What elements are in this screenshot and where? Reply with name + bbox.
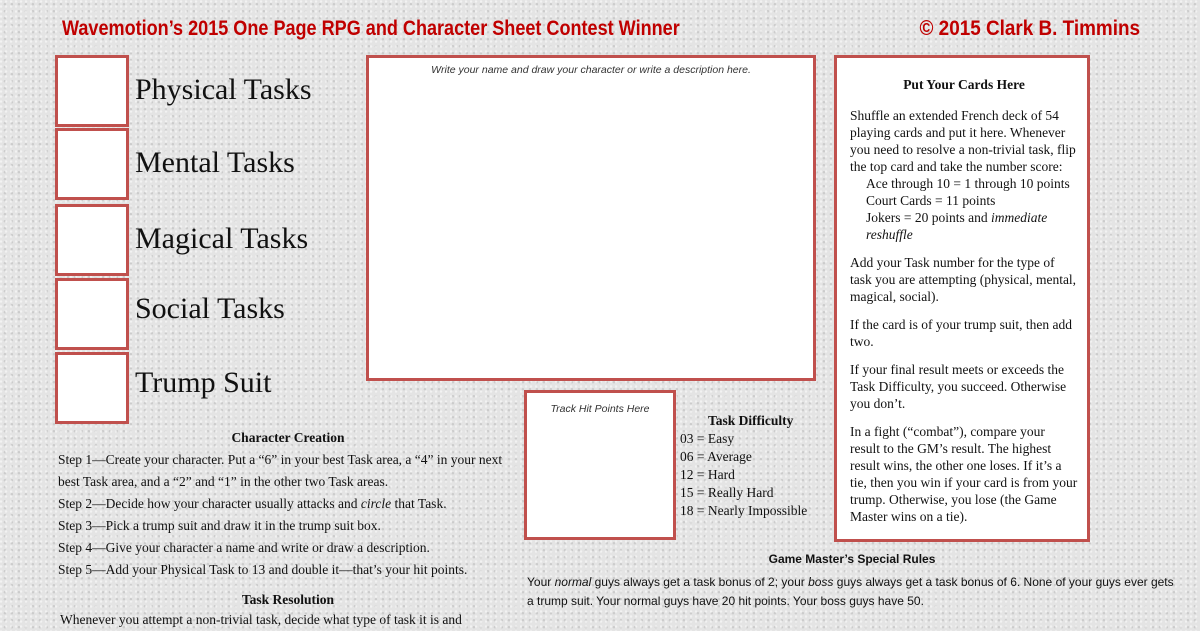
physical-task-box[interactable] bbox=[55, 55, 129, 127]
character-description-box[interactable] bbox=[366, 55, 816, 381]
score-rule-emphasis: immediate reshuffle bbox=[866, 210, 1048, 242]
score-rule bbox=[866, 209, 1078, 243]
magical-task-box[interactable] bbox=[55, 204, 129, 276]
gm-rules bbox=[527, 550, 1177, 611]
gm-rules-text bbox=[527, 573, 1177, 611]
task-difficulty bbox=[680, 412, 832, 520]
step-text: Step 2—Decide how your character usually attacks and bbox=[58, 496, 361, 511]
gm-text: guys always get a task bonus of 6. None of your guys ever gets a trump suit. Your normal guys have 20 hit points. Your boss guys have 50. bbox=[527, 575, 1174, 608]
score-rule-text: Jokers = 20 points and bbox=[866, 210, 991, 225]
character-box-hint: Write your name and draw your character or write a description here. bbox=[431, 64, 751, 76]
creation-step: Step 3—Pick a trump suit and draw it in the trump suit box. bbox=[58, 518, 381, 533]
task-resolution-text: Whenever you attempt a non-trivial task, decide what type of task it is and bbox=[60, 612, 462, 627]
creation-step: Step 5—Add your Physical Task to 13 and double it—that’s your hit points. bbox=[58, 562, 468, 577]
score-rule: Ace through 10 = 1 through 10 points bbox=[866, 176, 1070, 191]
hit-points-hint: Track Hit Points Here bbox=[550, 403, 650, 415]
difficulty-item: 12 = Hard bbox=[680, 467, 735, 482]
magical-task-label: Magical Tasks bbox=[135, 222, 309, 255]
gm-text: guys always get a task bonus of 2; your bbox=[591, 575, 809, 589]
difficulty-item: 15 = Really Hard bbox=[680, 485, 774, 500]
difficulty-item: 06 = Average bbox=[680, 449, 752, 464]
mental-task-label: Mental Tasks bbox=[135, 146, 295, 179]
creation-step: Step 1—Create your character. Put a “6” in your best Task area, a “4” in your next best Task area, and a “2” and “1” in the other two Task areas. bbox=[58, 452, 503, 489]
gm-emphasis: boss bbox=[808, 575, 834, 589]
copyright: © 2015 Clark B. Timmins bbox=[919, 17, 1140, 40]
cards-rule: Add your Task number for the type of task you are attempting (physical, mental, magical, social). bbox=[850, 255, 1077, 304]
cards-rule: If your final result meets or exceeds the Task Difficulty, you succeed. Otherwise you don’t. bbox=[850, 362, 1067, 411]
physical-task-label: Physical Tasks bbox=[135, 73, 312, 106]
gm-emphasis: normal bbox=[554, 575, 592, 589]
trump-suit-box[interactable] bbox=[55, 352, 129, 424]
social-task-label: Social Tasks bbox=[135, 292, 285, 325]
gm-text: Your bbox=[527, 575, 555, 589]
task-difficulty-heading: Task Difficulty bbox=[708, 413, 794, 428]
cards-intro: Shuffle an extended French deck of 54 playing cards and put it here. Whenever you need to resolve a non-trivial task, flip the top card and take the number score: bbox=[850, 108, 1076, 174]
cards-rule: In a fight (“combat”), compare your result to the GM’s result. The highest result wins, the other one loses. If it’s a tie, then you win if your card is from your trump. Otherwise, you lose (the Game Master wins on a tie). bbox=[850, 424, 1078, 524]
page-title: Wavemotion’s 2015 One Page RPG and Character Sheet Contest Winner bbox=[62, 17, 680, 40]
cards-rule: If the card is of your trump suit, then add two. bbox=[850, 317, 1072, 349]
difficulty-item: 18 = Nearly Impossible bbox=[680, 503, 808, 518]
cards-heading: Put Your Cards Here bbox=[903, 77, 1025, 92]
gm-rules-heading: Game Master’s Special Rules bbox=[768, 552, 936, 566]
cards-box[interactable] bbox=[834, 55, 1090, 542]
difficulty-item: 03 = Easy bbox=[680, 431, 735, 446]
step-text: that Task. bbox=[391, 496, 447, 511]
score-rule: Court Cards = 11 points bbox=[866, 193, 996, 208]
social-task-box[interactable] bbox=[55, 278, 129, 350]
creation-step bbox=[58, 493, 518, 515]
mental-task-box[interactable] bbox=[55, 128, 129, 200]
hit-points-box[interactable] bbox=[524, 390, 676, 540]
task-resolution-heading: Task Resolution bbox=[241, 592, 335, 607]
character-creation bbox=[58, 427, 518, 631]
trump-suit-label: Trump Suit bbox=[135, 366, 272, 399]
creation-step: Step 4—Give your character a name and write or draw a description. bbox=[58, 540, 430, 555]
character-creation-heading: Character Creation bbox=[231, 430, 345, 445]
step-emphasis: circle bbox=[360, 496, 392, 511]
